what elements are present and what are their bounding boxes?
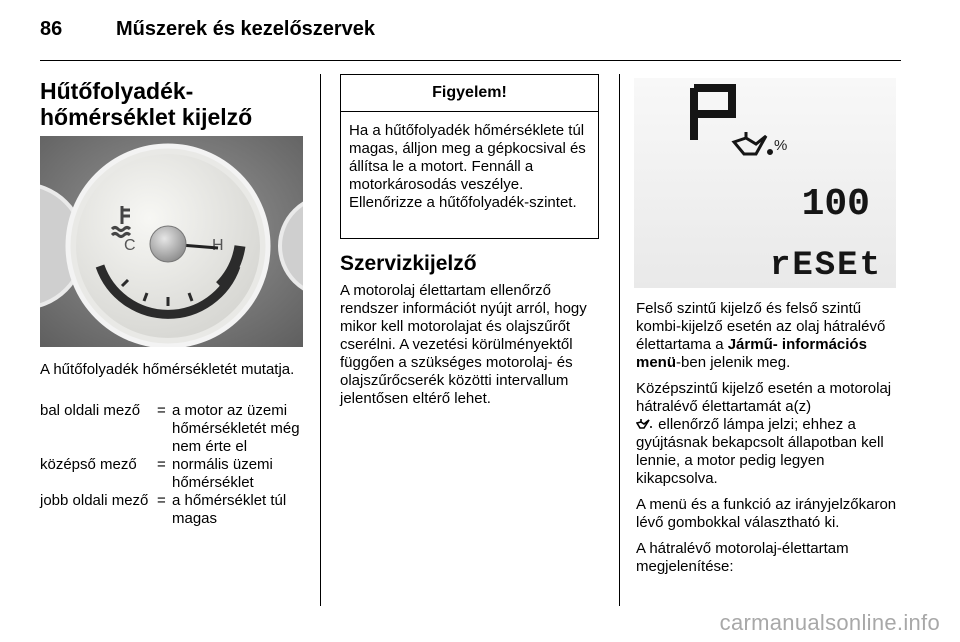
page-header	[40, 16, 900, 50]
definition-desc: normális üzemi hőmérséklet	[172, 456, 273, 491]
definition-equals: =	[157, 456, 166, 473]
lcd-percent-sign: %	[774, 137, 788, 154]
definition-row	[40, 456, 306, 492]
coolant-intro: A hűtőfolyadék hőmérsékletét mutatja.	[40, 361, 295, 378]
coolant-gauge-image	[40, 136, 303, 347]
warning-title: Figyelem!	[341, 75, 598, 112]
paragraph-menu	[636, 300, 904, 372]
definition-term: bal oldali mező	[40, 402, 141, 419]
section-title-coolant: Hűtőfolyadék-hőmérséklet kijelző	[40, 78, 253, 130]
coolant-section	[40, 78, 306, 130]
text-run: -ben jelenik meg.	[676, 354, 791, 371]
watermark: carmanualsonline.info	[719, 610, 940, 635]
text-run: ellenőrző lámpa jelzi; ehhez a gyújtásnak bekapcsolt állapotban kell lennie, a motor pedig legyen kikapcsolva.	[636, 416, 884, 487]
gauge-h-label: H	[212, 237, 224, 254]
warning-box	[340, 74, 599, 239]
column-divider-2	[619, 74, 620, 606]
paragraph-selection: A menü és a funkció az irányjelzőkaron lévő gombokkal választható ki.	[636, 496, 897, 531]
definition-term: jobb oldali mező	[40, 492, 149, 509]
definition-term: középső mező	[40, 456, 137, 473]
warning-text: Ha a hűtőfolyadék hőmérséklete túl magas, álljon meg a gépkocsival és állítsa le a motort. Fennáll a motorkárosodás veszélye. Ellenőrizze a hűtőfolyadék-szintet.	[349, 122, 586, 211]
definition-desc: a hőmérséklet túl magas	[172, 492, 287, 527]
text-run: Felső szintű kijelző és felső szintű kombi-kijelző esetén az olaj hátralévő élettartama a	[636, 300, 886, 353]
service-display-image	[634, 78, 896, 288]
text-run: Középszintű kijelző esetén a motorolaj hátralévő élettartamát a(z)	[636, 380, 892, 415]
definition-row	[40, 402, 306, 456]
service-details	[636, 300, 904, 584]
chapter-title: Műszerek és kezelőszervek	[116, 18, 376, 40]
definition-equals: =	[157, 492, 166, 509]
definition-equals: =	[157, 402, 166, 419]
definition-list	[40, 402, 306, 528]
lcd-reset-text: rESEt	[769, 247, 882, 285]
column-divider-1	[320, 74, 321, 606]
paragraph-indicator	[636, 380, 904, 488]
oil-lamp-icon	[636, 416, 654, 433]
header-rule	[40, 60, 901, 61]
definition-desc: a motor az üzemi hőmérsékletét még nem érte el	[172, 402, 300, 455]
service-body: A motorolaj élettartam ellenőrző rendszer információt nyújt arról, hogy mikor kell motorolajat és olajszűrőt cserélni. A vezetési körülményektől függően a szükséges motorolaj- és olajszűrőcserék közötti intervallum jelentősen eltérő lehet.	[340, 282, 587, 407]
paragraph-display: A hátralévő motorolaj-élettartam megjelenítése:	[636, 540, 849, 575]
gauge-c-label: C	[124, 237, 136, 254]
page-number: 86	[40, 18, 63, 40]
menu-name: Jármű- információs menü	[636, 336, 867, 371]
lcd-value: 100	[801, 183, 870, 226]
definition-row	[40, 492, 306, 528]
section-title-service: Szervizkijelző	[340, 252, 477, 275]
